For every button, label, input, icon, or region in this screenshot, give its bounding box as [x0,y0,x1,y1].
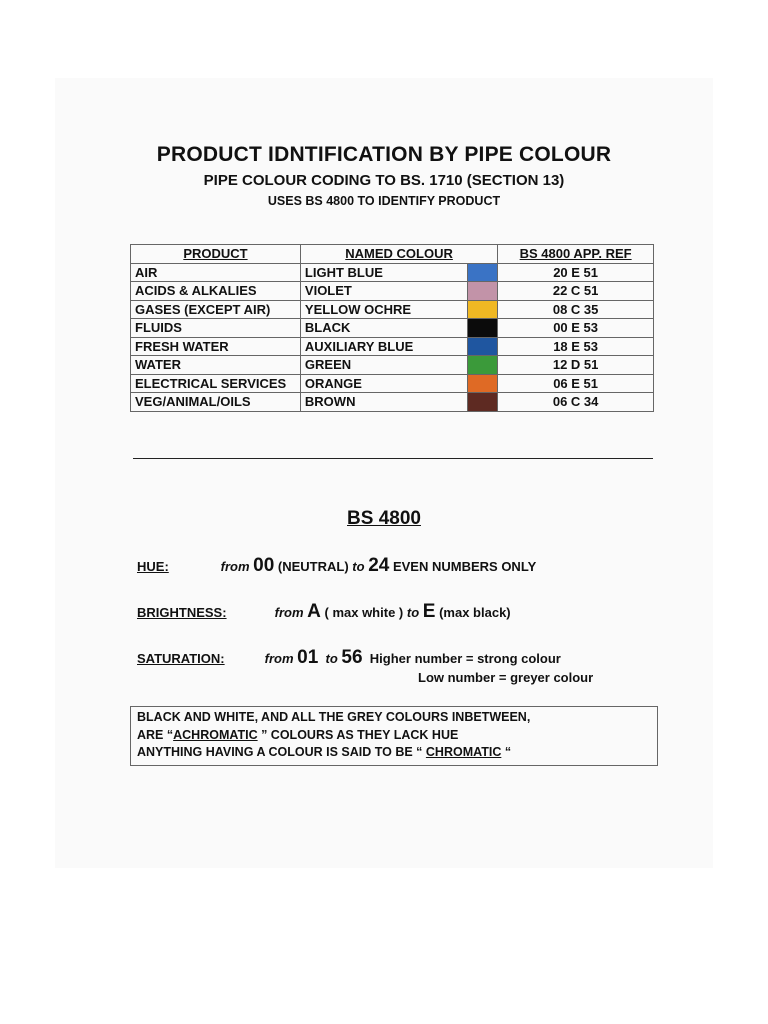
cell-named-colour: ORANGE [300,374,468,393]
saturation-line [137,647,561,669]
hue-to-value: 24 [368,555,390,576]
colour-swatch [468,393,498,412]
header-named-colour: NAMED COLOUR [300,245,497,264]
cell-product: AIR [131,263,301,282]
hue-from-word: from [220,559,250,574]
colour-swatch [468,374,498,393]
page-title: PRODUCT IDNTIFICATION BY PIPE COLOUR [156,143,612,166]
pipe-colour-table [130,244,654,412]
saturation-note-low-line [418,670,593,685]
header-product: PRODUCT [131,245,301,264]
table-row [131,356,654,375]
table-row [131,374,654,393]
cell-product: ACIDS & ALKALIES [131,282,301,301]
table-row [131,300,654,319]
brightness-to-value: E [422,601,436,622]
chromatic-note-box [130,706,658,766]
colour-swatch [468,356,498,375]
cell-named-colour: AUXILIARY BLUE [300,337,468,356]
title-block [0,142,768,210]
cell-named-colour: BLACK [300,319,468,338]
achromatic-term: ACHROMATIC [173,727,258,742]
brightness-from-note: ( max white ) [324,605,404,620]
hue-from-value: 00 [253,555,275,576]
note-line-2 [137,727,651,745]
cell-ref: 18 E 53 [498,337,654,356]
saturation-from-value: 01 [297,647,319,668]
colour-swatch [468,337,498,356]
chromatic-term: CHROMATIC [425,745,502,759]
cell-product: FRESH WATER [131,337,301,356]
table-row [131,319,654,338]
saturation-label: SATURATION: [137,651,225,666]
brightness-to-note: (max black) [439,605,511,620]
hue-to-word: to [352,559,365,574]
cell-product: ELECTRICAL SERVICES [131,374,301,393]
header-ref: BS 4800 APP. REF [498,245,654,264]
saturation-note-low: Low number = greyer colour [418,670,594,685]
note-line-2-pre: ARE “ [137,727,174,742]
table-row [131,337,654,356]
cell-product: GASES (EXCEPT AIR) [131,300,301,319]
saturation-to-word: to [325,651,338,666]
colour-swatch [468,263,498,282]
hue-to-note: EVEN NUMBERS ONLY [392,559,537,574]
cell-product: FLUIDS [131,319,301,338]
colour-swatch [468,300,498,319]
colour-swatch [468,282,498,301]
cell-ref: 08 C 35 [498,300,654,319]
brightness-from-word: from [274,605,304,620]
cell-product: WATER [131,356,301,375]
cell-ref: 06 E 51 [498,374,654,393]
brightness-to-word: to [406,605,420,620]
cell-ref: 22 C 51 [498,282,654,301]
bs4800-heading: BS 4800 [347,508,421,529]
cell-named-colour: YELLOW OCHRE [300,300,468,319]
brightness-label: BRIGHTNESS: [137,605,227,620]
table-row [131,263,654,282]
table-row [131,393,654,412]
saturation-from-word: from [264,651,294,666]
page-subtitle-2: USES BS 4800 TO IDENTIFY PRODUCT [267,194,501,208]
brightness-line [137,601,511,623]
table-row [131,282,654,301]
colour-swatch [468,319,498,338]
cell-named-colour: GREEN [300,356,468,375]
note-line-3 [137,744,651,762]
table-header-row [131,245,654,264]
note-line-2-post: ” COLOURS AS THEY LACK HUE [257,727,459,742]
cell-named-colour: BROWN [300,393,468,412]
cell-product: VEG/ANIMAL/OILS [131,393,301,412]
cell-ref: 12 D 51 [498,356,654,375]
hue-from-note: (NEUTRAL) [277,559,349,574]
brightness-from-value: A [307,601,321,622]
page-subtitle: PIPE COLOUR CODING TO BS. 1710 (SECTION 13) [203,172,565,189]
note-line-1: BLACK AND WHITE, AND ALL THE GREY COLOURS INBETWEEN, [137,710,531,724]
hue-line [137,555,536,577]
note-line-3-post: “ [501,745,512,759]
saturation-note-high: Higher number = strong colour [369,651,561,666]
note-line-3-pre: ANYTHING HAVING A COLOUR IS SAID TO BE “ [137,745,426,759]
saturation-to-value: 56 [341,647,363,668]
hue-label: HUE: [137,559,169,574]
cell-ref: 00 E 53 [498,319,654,338]
cell-ref: 20 E 51 [498,263,654,282]
cell-named-colour: VIOLET [300,282,468,301]
section-divider [133,458,653,459]
cell-named-colour: LIGHT BLUE [300,263,468,282]
cell-ref: 06 C 34 [498,393,654,412]
